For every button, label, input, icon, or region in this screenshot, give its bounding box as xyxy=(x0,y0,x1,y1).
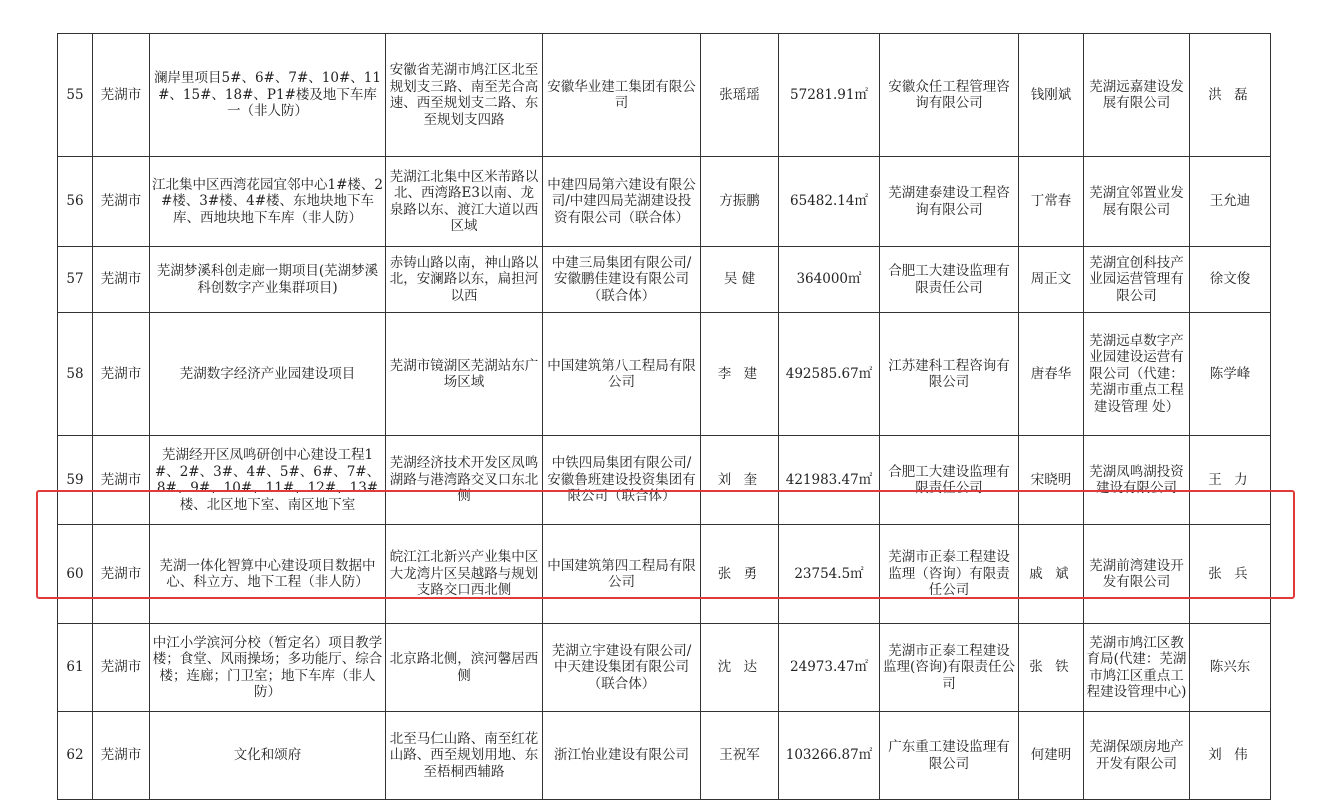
cell-owner-rep: 陈学峰 xyxy=(1190,313,1271,436)
cell-no: 59 xyxy=(58,436,93,525)
cell-builder-manager: 吴 健 xyxy=(701,247,779,313)
row-highlight-box xyxy=(36,490,1295,599)
cell-supervisor-chief: 唐春华 xyxy=(1019,313,1084,436)
cell-supervisor-chief: 丁常春 xyxy=(1019,157,1084,247)
cell-project: 芜湖经开区凤鸣研创中心建设工程1#、2#、3#、4#、5#、6#、7#、8#、9#、10#、11#、12#、13#楼、北区地下室、南区地下室 xyxy=(150,436,386,525)
cell-builder-manager: 张瑶瑶 xyxy=(701,34,779,157)
cell-area: 421983.47㎡ xyxy=(779,436,880,525)
cell-supervisor-chief: 钱刚斌 xyxy=(1019,34,1084,157)
table-row xyxy=(58,624,1271,712)
cell-builder: 中国建筑第八工程局有限公司 xyxy=(543,313,701,436)
cell-owner-rep: 刘 伟 xyxy=(1190,712,1271,800)
cell-project: 江北集中区西湾花园宜邻中心1#楼、2#楼、3#楼、4#楼、东地块地下车库、西地块地下车库（非人防） xyxy=(150,157,386,247)
cell-owner: 芜湖市鸠江区教育局(代建：芜湖市鸠江区重点工程建设管理中心) xyxy=(1084,624,1190,712)
cell-supervisor: 芜湖建泰建设工程咨询有限公司 xyxy=(880,157,1019,247)
cell-no: 56 xyxy=(58,157,93,247)
cell-city: 芜湖市 xyxy=(93,436,150,525)
cell-supervisor: 芜湖市正泰工程建设监理（咨询）有限责任公司 xyxy=(880,525,1019,624)
cell-builder: 中建三局集团有限公司/安徽鹏佳建设有限公司（联合体） xyxy=(543,247,701,313)
cell-builder: 安徽华业建工集团有限公司 xyxy=(543,34,701,157)
cell-builder: 中国建筑第四工程局有限公司 xyxy=(543,525,701,624)
cell-area: 57281.91㎡ xyxy=(779,34,880,157)
cell-project: 芜湖数字经济产业园建设项目 xyxy=(150,313,386,436)
cell-supervisor-chief: 周正文 xyxy=(1019,247,1084,313)
cell-location: 芜湖江北集中区米芾路以北、西湾路E3以南、龙泉路以东、渡江大道以西区域 xyxy=(386,157,543,247)
cell-city: 芜湖市 xyxy=(93,525,150,624)
cell-supervisor: 芜湖市正泰工程建设监理(咨询)有限责任公司 xyxy=(880,624,1019,712)
cell-supervisor: 合肥工大建设监理有限责任公司 xyxy=(880,247,1019,313)
cell-project: 文化和颂府 xyxy=(150,712,386,800)
cell-no: 62 xyxy=(58,712,93,800)
cell-location: 北京路北侧，滨河馨居西侧 xyxy=(386,624,543,712)
cell-location: 北至马仁山路、南至红花山路、西至规划用地、东至梧桐西辅路 xyxy=(386,712,543,800)
cell-city: 芜湖市 xyxy=(93,712,150,800)
cell-builder-manager: 方振鹏 xyxy=(701,157,779,247)
cell-supervisor-chief: 张 铁 xyxy=(1019,624,1084,712)
cell-area: 24973.47㎡ xyxy=(779,624,880,712)
cell-supervisor: 安徽众任工程管理咨询有限公司 xyxy=(880,34,1019,157)
cell-area: 492585.67㎡ xyxy=(779,313,880,436)
project-table xyxy=(57,33,1271,800)
cell-city: 芜湖市 xyxy=(93,624,150,712)
cell-city: 芜湖市 xyxy=(93,157,150,247)
cell-supervisor-chief: 宋晓明 xyxy=(1019,436,1084,525)
cell-supervisor: 广东重工建设监理有限公司 xyxy=(880,712,1019,800)
cell-builder: 芜湖立宇建设有限公司/中天建设集团有限公司（联合体） xyxy=(543,624,701,712)
table-row xyxy=(58,247,1271,313)
table-row xyxy=(58,313,1271,436)
cell-location: 芜湖经济技术开发区凤鸣湖路与港湾路交叉口东北侧 xyxy=(386,436,543,525)
cell-no: 58 xyxy=(58,313,93,436)
cell-no: 55 xyxy=(58,34,93,157)
cell-owner: 芜湖宜创科技产业园运营管理有限公司 xyxy=(1084,247,1190,313)
table-row xyxy=(58,712,1271,800)
cell-supervisor: 合肥工大建设监理有限责任公司 xyxy=(880,436,1019,525)
cell-owner-rep: 王 力 xyxy=(1190,436,1271,525)
cell-project: 中江小学滨河分校（暂定名）项目教学楼；食堂、风雨操场；多功能厅、综合楼；连廊；门卫室；地下车库（非人防） xyxy=(150,624,386,712)
cell-builder-manager: 刘 奎 xyxy=(701,436,779,525)
cell-project: 芜湖一体化智算中心建设项目数据中心、科立方、地下工程（非人防） xyxy=(150,525,386,624)
table-row xyxy=(58,157,1271,247)
cell-builder: 中建四局第六建设有限公司/中建四局芜湖建设投资有限公司（联合体） xyxy=(543,157,701,247)
cell-location: 赤铸山路以南，神山路以北，安澜路以东，扁担河以西 xyxy=(386,247,543,313)
cell-builder: 中铁四局集团有限公司/安徽鲁班建设投资集团有限公司（联合体） xyxy=(543,436,701,525)
cell-no: 57 xyxy=(58,247,93,313)
cell-city: 芜湖市 xyxy=(93,313,150,436)
cell-city: 芜湖市 xyxy=(93,34,150,157)
cell-supervisor-chief: 戚 斌 xyxy=(1019,525,1084,624)
cell-owner-rep: 张 兵 xyxy=(1190,525,1271,624)
cell-owner: 芜湖凤鸣湖投资建设有限公司 xyxy=(1084,436,1190,525)
cell-supervisor-chief: 何建明 xyxy=(1019,712,1084,800)
cell-owner-rep: 徐文俊 xyxy=(1190,247,1271,313)
cell-location: 安徽省芜湖市鸠江区北至规划支三路、南至芜合高速、西至规划支二路、东至规划支四路 xyxy=(386,34,543,157)
cell-no: 61 xyxy=(58,624,93,712)
cell-area: 103266.87㎡ xyxy=(779,712,880,800)
cell-project: 芜湖梦溪科创走廊一期项目(芜湖梦溪科创数字产业集群项目) xyxy=(150,247,386,313)
cell-builder-manager: 张 勇 xyxy=(701,525,779,624)
table-row xyxy=(58,34,1271,157)
cell-city: 芜湖市 xyxy=(93,247,150,313)
cell-builder-manager: 王祝军 xyxy=(701,712,779,800)
cell-owner: 芜湖远嘉建设发展有限公司 xyxy=(1084,34,1190,157)
cell-owner-rep: 洪 磊 xyxy=(1190,34,1271,157)
cell-owner-rep: 陈兴东 xyxy=(1190,624,1271,712)
cell-location: 皖江江北新兴产业集中区大龙湾片区吴越路与规划支路交口西北侧 xyxy=(386,525,543,624)
cell-owner: 芜湖远卓数字产业园建设运营有限公司（代建：芜湖市重点工程建设管理 处） xyxy=(1084,313,1190,436)
cell-location: 芜湖市镜湖区芜湖站东广场区域 xyxy=(386,313,543,436)
cell-owner: 芜湖保颂房地产开发有限公司 xyxy=(1084,712,1190,800)
cell-builder: 浙江怡业建设有限公司 xyxy=(543,712,701,800)
cell-owner: 芜湖宜邻置业发展有限公司 xyxy=(1084,157,1190,247)
cell-owner-rep: 王允迪 xyxy=(1190,157,1271,247)
cell-supervisor: 江苏建科工程咨询有限公司 xyxy=(880,313,1019,436)
cell-owner: 芜湖前湾建设开发有限公司 xyxy=(1084,525,1190,624)
cell-project: 澜岸里项目5#、6#、7#、10#、11#、15#、18#、P1#楼及地下车库一（非人防） xyxy=(150,34,386,157)
cell-area: 364000㎡ xyxy=(779,247,880,313)
cell-area: 23754.5㎡ xyxy=(779,525,880,624)
cell-no: 60 xyxy=(58,525,93,624)
cell-builder-manager: 李 建 xyxy=(701,313,779,436)
cell-area: 65482.14㎡ xyxy=(779,157,880,247)
cell-builder-manager: 沈 达 xyxy=(701,624,779,712)
